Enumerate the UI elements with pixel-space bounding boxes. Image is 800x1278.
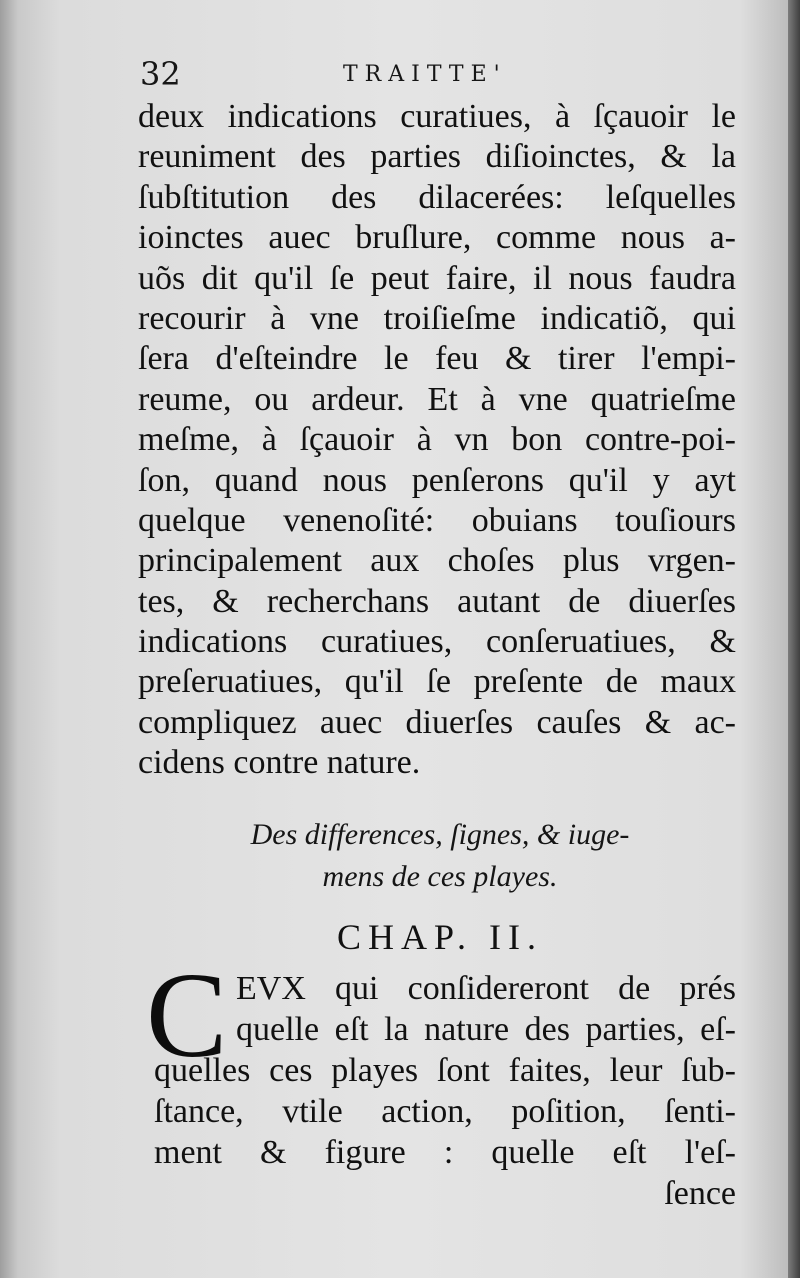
text-line: reume, ou ardeur. Et à vne quatrieſme <box>138 380 736 418</box>
chapter-text <box>154 968 736 1214</box>
text-line: quelle eſt la nature des parties, eſ- <box>236 1011 736 1048</box>
text-line: ment & figure : quelle eſt l'eſ- <box>154 1134 736 1171</box>
text-line: tes, & recherchans autant de diuerſes <box>138 582 736 620</box>
text-line: uõs dit qu'il ſe peut faire, il nous faudra <box>138 259 736 297</box>
text-line: principalement aux choſes plus vrgen- <box>138 542 736 580</box>
text-line: ſon, quand nous penſerons qu'il y ayt <box>138 461 736 499</box>
running-head <box>140 50 740 94</box>
catchword: ſence <box>664 1175 736 1212</box>
chapter-title: CHAP. II. <box>336 917 543 957</box>
text-line: cidens contre nature. <box>138 744 421 782</box>
text-line: ſubſtitution des dilacerées: leſquelles <box>138 178 736 216</box>
body-text <box>138 97 736 784</box>
drop-cap: C <box>146 948 228 1083</box>
text-line: ſera d'eſteindre le feu & tirer l'empi- <box>138 340 736 378</box>
section-heading-line: Des differences, ſignes, & iuge- <box>250 818 630 851</box>
text-line: compliquez auec diuerſes cauſes & ac- <box>138 703 736 741</box>
text-line: reuniment des parties diſioinctes, & la <box>138 138 736 176</box>
section-heading-line: mens de ces playes. <box>322 860 558 893</box>
text-line: meſme, à ſçauoir à vn bon contre-poi- <box>138 421 736 459</box>
text-line: ſtance, vtile action, poſition, ſenti- <box>154 1093 736 1130</box>
text-line: quelque venenoſité: obuians touſiours <box>138 501 736 539</box>
section-heading <box>140 814 740 898</box>
page-edge-shadow <box>788 0 800 1278</box>
text-line: ioinctes auec bruſlure, comme nous a- <box>138 219 736 257</box>
text-line: quelles ces playes ſont faites, leur ſub- <box>154 1052 736 1089</box>
text-line: recourir à vne troiſieſme indicatiõ, qui <box>138 299 736 337</box>
text-line: deux indications curatiues, à ſçauoir le <box>138 98 736 135</box>
running-title: TRAITTE' <box>343 62 507 87</box>
page-number: 32 <box>140 55 181 93</box>
text-line: EVX qui conſidereront de prés <box>236 970 736 1007</box>
text-line: preſeruatiues, qu'il ſe preſente de maux <box>138 663 736 701</box>
text-line: indications curatiues, conſeruatiues, & <box>138 623 736 661</box>
